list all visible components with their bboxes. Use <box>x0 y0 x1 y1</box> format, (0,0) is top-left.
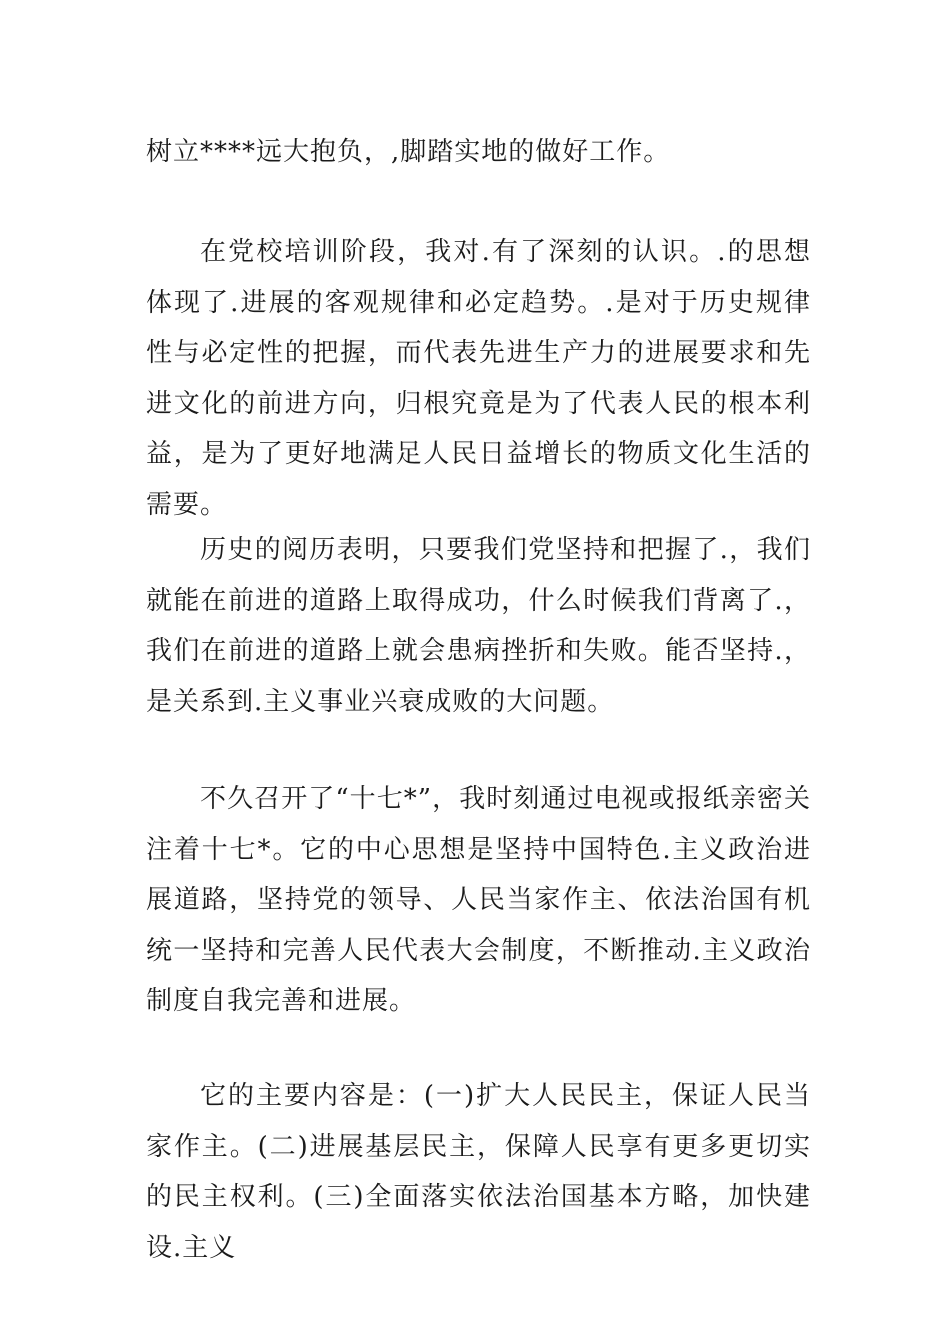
paragraph-party-school-training: 在党校培训阶段，我对.有了深刻的认识。.的思想体现了.进展的客观规律和必定趋势。.是对于历史规律性与必定性的把握，而代表先进生产力的进展要求和先进文化的前进方向，归根究竟是为了代表人民的根本利益，是为了更好地满足人民日益增长的物质文化生活的需要。 <box>146 237 811 520</box>
paragraph-continuation: 树立****远大抱负，,脚踏实地的做好工作。 <box>146 137 671 167</box>
paragraph-seventeenth-congress: 不久召开了“十七*”，我时刻通过电视或报纸亲密关注着十七*。它的中心思想是坚持中国特色.主义政治进展道路，坚持党的领导、人民当家作主、依法治国有机统一坚持和完善人民代表大会制度，不断推动.主义政治制度自我完善和进展。 <box>146 784 811 1016</box>
paragraph-main-content: 它的主要内容是：(一)扩大人民民主，保证人民当家作主。(二)进展基层民主，保障人民享有更多更切实的民主权利。(三)全面落实依法治国基本方略，加快建设.主义 <box>146 1081 811 1263</box>
paragraph-historical-experience: 历史的阅历表明，只要我们党坚持和把握了.，我们就能在前进的道路上取得成功，什么时候我们背离了.，我们在前进的道路上就会患病挫折和失败。能否坚持.，是关系到.主义事业兴衰成败的大问题。 <box>146 535 811 717</box>
